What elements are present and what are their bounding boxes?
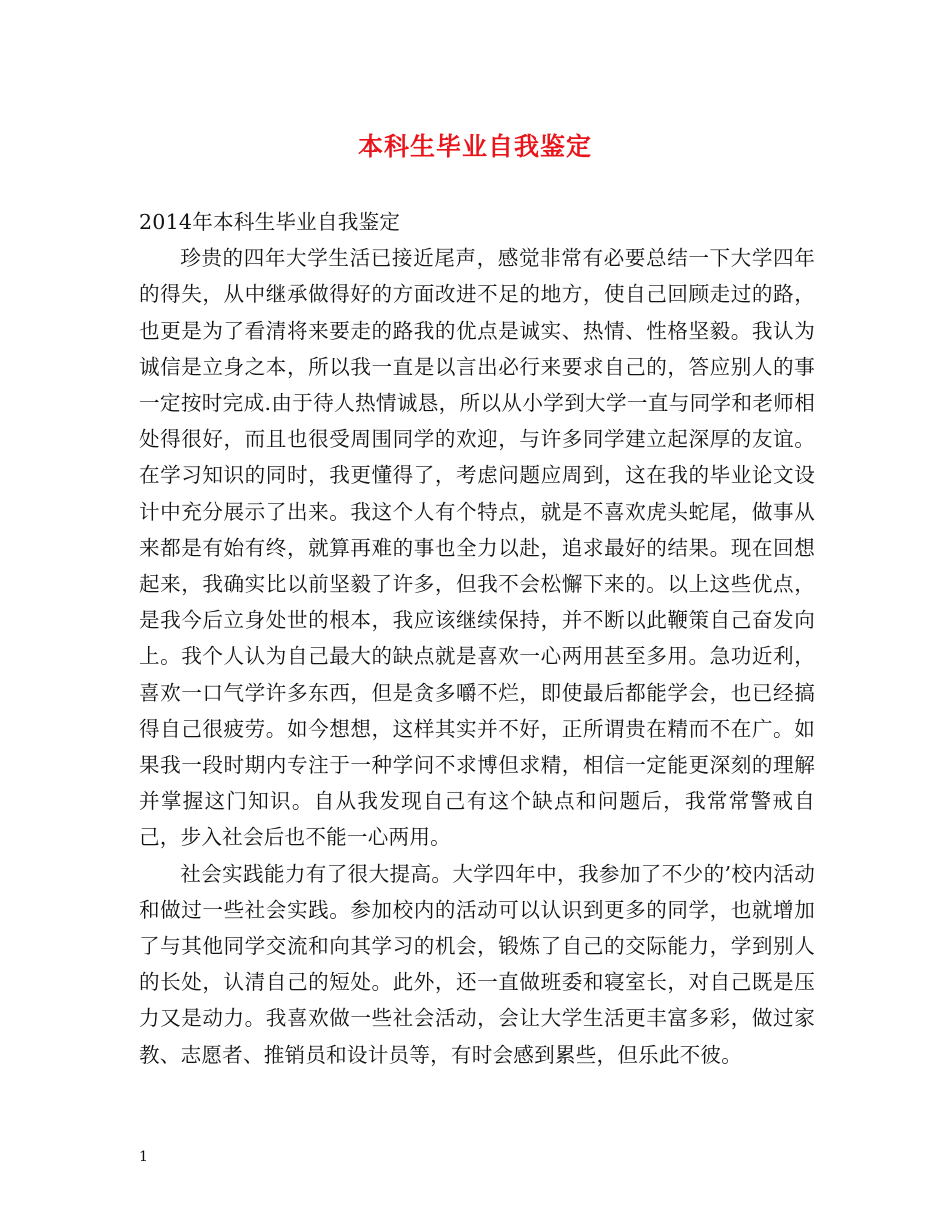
document-body bbox=[139, 204, 815, 1073]
document-subtitle: 2014年本科生毕业自我鉴定 bbox=[139, 210, 401, 234]
paragraph-2: 社会实践能力有了很大提高。大学四年中，我参加了不少的’校内活动和做过一些社会实践。参加校内的活动可以认识到更多的同学，也就增加了与其他同学交流和向其学习的机会，锻炼了自己的交际能力，学到别人的长处，认清自己的短处。此外，还一直做班委和寝室长，对自己既是压力又是动力。我喜欢做一些社会活动，会让大学生活更丰富多彩，做过家教、志愿者、推销员和设计员等，有时会感到累些，但乐此不彼。 bbox=[139, 861, 815, 1067]
document-title: 本科生毕业自我鉴定 bbox=[357, 132, 592, 161]
page-number: 1 bbox=[139, 1149, 148, 1165]
paragraph-1: 珍贵的四年大学生活已接近尾声，感觉非常有必要总结一下大学四年的得失，从中继承做得好的方面改进不足的地方，使自己回顾走过的路，也更是为了看清将来要走的路我的优点是诚实、热情、性格坚毅。我认为诚信是立身之本，所以我一直是以言出必行来要求自己的，答应别人的事一定按时完成.由于待人热情诚恳，所以从小学到大学一直与同学和老师相处得很好，而且也很受周围同学的欢迎，与许多同学建立起深厚的友谊。在学习知识的同时，我更懂得了，考虑问题应周到，这在我的毕业论文设计中充分展示了出来。我这个人有个特点，就是不喜欢虎头蛇尾，做事从来都是有始有终，就算再难的事也全力以赴，追求最好的结果。现在回想起来，我确实比以前坚毅了许多，但我不会松懈下来的。以上这些优点，是我今后立身处世的根本，我应该继续保持，并不断以此鞭策自己奋发向上。我个人认为自己最大的缺点就是喜欢一心两用甚至多用。急功近利，喜欢一口气学许多东西，但是贪多嚼不烂，即使最后都能学会，也已经搞得自己很疲劳。如今想想，这样其实并不好，正所谓贵在精而不在广。如果我一段时期内专注于一种学问不求博但求精，相信一定能更深刻的理解并掌握这门知识。自从我发现自己有这个缺点和问题后，我常常警戒自己，步入社会后也不能一心两用。 bbox=[139, 246, 815, 850]
